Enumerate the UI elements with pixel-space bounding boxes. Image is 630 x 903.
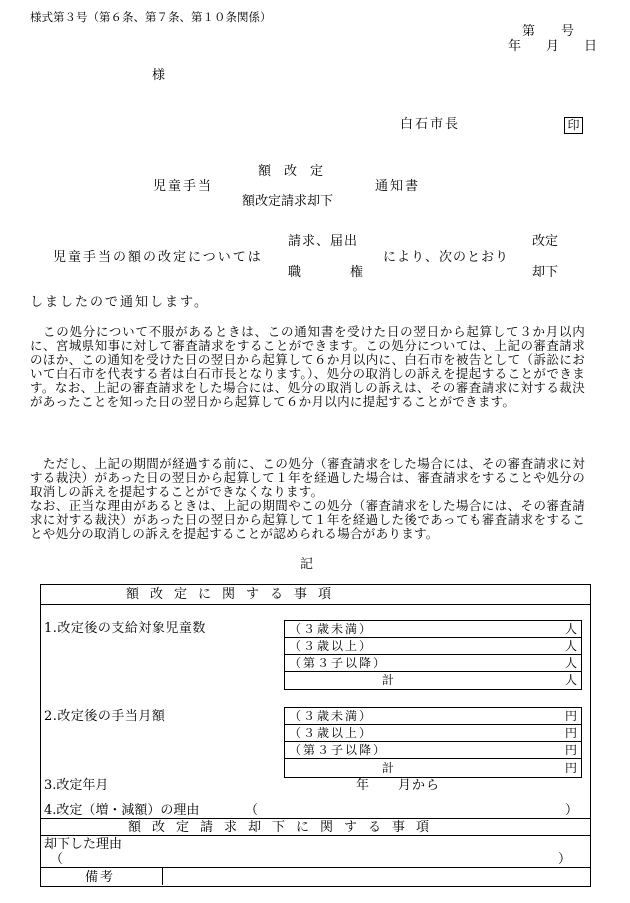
item3-value: 年 月から [356, 778, 441, 793]
item1-unit: 人 [565, 656, 578, 670]
table-divider [40, 818, 590, 819]
item2-cat-under3: （３歳未満） [289, 709, 374, 723]
notice-paragraph-3: なお、正当な理由があるときは、上記の期間やこの処分（審査請求をした場合には、その審査請求に対する裁決）があった日の翌日から起算して１年を経過した後であっても審査請求をすることや処分の取消しの訴えを提起することが認められる場合があります。 [30, 498, 585, 541]
statement-prefix: 児童手当の額の改定については [53, 250, 263, 265]
item1-cat-over3: （３歳以上） [289, 639, 374, 653]
remarks-label: 備考 [85, 870, 116, 885]
item2-unit: 円 [565, 726, 578, 740]
item1-cat-third-child: （第３子以降） [289, 656, 388, 670]
statement-option-revise: 改定 [532, 234, 559, 249]
item4-open-paren: （ [245, 803, 259, 818]
statement-option-request: 請求、届出 [288, 234, 359, 249]
reject-reason-open-paren: （ [50, 852, 64, 867]
item3-label: 3.改定年月 [44, 778, 109, 793]
recipient-honorific: 様 [152, 68, 166, 83]
item1-total-unit: 人 [565, 673, 578, 687]
item2-cat-third-child: （第３子以降） [289, 743, 388, 757]
item2-row-line [284, 741, 581, 742]
statement-option-ex-officio-b: 権 [350, 265, 364, 280]
statement-option-reject: 却下 [532, 265, 559, 280]
title-right: 通知書 [375, 179, 421, 194]
document-number: 第 号 [522, 24, 575, 39]
reject-reason-label: 却下した理由 [44, 837, 123, 852]
statement-tail: しましたので通知します。 [30, 295, 209, 310]
item2-cat-over3: （３歳以上） [289, 726, 374, 740]
item1-row-line [284, 637, 581, 638]
item1-unit: 人 [565, 639, 578, 653]
statement-middle: により、次のとおり [383, 250, 510, 265]
item2-total-label: 計 [382, 761, 395, 775]
reject-reason-close-paren: ） [558, 852, 572, 867]
title-option-amount-revision: 額 改 定 [258, 164, 324, 179]
seal-mark: 印 [564, 117, 583, 134]
item4-label: 4.改定（増・減額）の理由 [44, 803, 200, 818]
section-header-revision: 額改定に関する事項 [126, 587, 343, 602]
remarks-divider [162, 867, 163, 885]
title-option-rejection: 額改定請求却下 [242, 194, 334, 209]
item1-unit: 人 [565, 622, 578, 636]
item2-row-line [284, 758, 581, 759]
item2-total-unit: 円 [565, 761, 578, 775]
section-header-rejection: 額改定請求却下に関する事項 [128, 820, 441, 835]
item1-label: 1.改定後の支給対象児童数 [44, 621, 206, 636]
issue-date: 年 月 日 [508, 39, 604, 54]
item2-unit: 円 [565, 709, 578, 723]
item1-total-label: 計 [382, 673, 395, 687]
notice-paragraph-1: この処分について不服があるときは、この通知書を受けた日の翌日から起算して３か月以内に、宮城県知事に対して審査請求をすることができます。この処分については、上記の審査請求のほか、この通知を受けた日の翌日から起算して６か月以内に、白石市を被告として（訴訟において白石市を代表する者は白石市長となります。）、処分の取消しの訴えを提起することができます。なお、上記の審査請求をした場合には、処分の取消しの訴えは、その審査請求に対する裁決があったことを知った日の翌日から起算して６か月以内に提起することができます。 [30, 324, 585, 409]
item2-unit: 円 [565, 743, 578, 757]
item2-row-line [284, 724, 581, 725]
table-divider [40, 604, 590, 605]
ki-marker: 記 [300, 557, 314, 572]
item4-close-paren: ） [565, 803, 579, 818]
table-divider [40, 835, 590, 836]
item1-row-line [284, 671, 581, 672]
issuer-name: 白石市長 [400, 117, 461, 132]
statement-option-ex-officio-a: 職 [288, 265, 302, 280]
table-divider [40, 867, 590, 868]
title-left: 児童手当 [153, 179, 214, 194]
item1-cat-under3: （３歳未満） [289, 622, 374, 636]
form-number-label: 様式第３号（第６条、第７条、第１０条関係） [30, 10, 272, 24]
notice-paragraph-2: ただし、上記の期間が経過する前に、この処分（審査請求をした場合には、その審査請求に対する裁決）があった日の翌日から起算して１年を経過した場合は、審査請求をすることや処分の取消しの訴えを提起することができなくなります。 [30, 456, 585, 499]
item1-row-line [284, 654, 581, 655]
item2-label: 2.改定後の手当月額 [44, 709, 166, 724]
